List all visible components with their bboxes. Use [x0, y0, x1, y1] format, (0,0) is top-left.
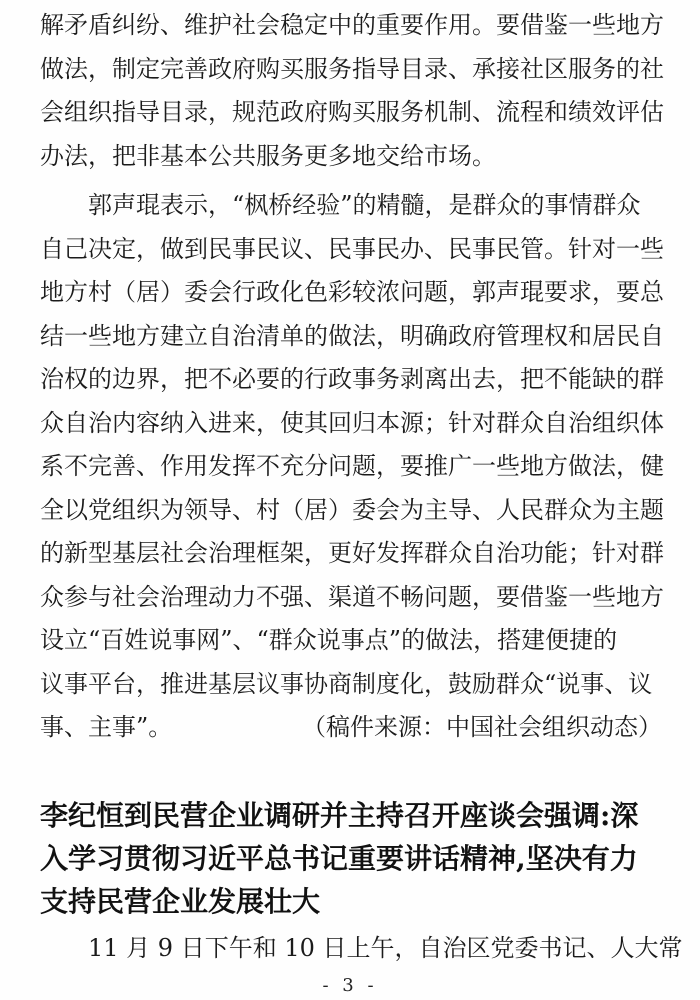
text-line: 解矛盾纠纷、维护社会稳定中的重要作用。要借鉴一些地方 — [40, 11, 664, 39]
text-line: 会组织指导目录，规范政府购买服务机制、流程和绩效评估 — [40, 98, 664, 126]
text-line: 做法，制定完善政府购买服务指导目录、承接社区服务的社 — [40, 54, 664, 83]
text-line: 系不完善、作用发挥不充分问题，要推广一些地方做法，健 — [40, 452, 664, 480]
text-line: 众自治内容纳入进来，使其回归本源；针对群众自治组织体 — [40, 408, 664, 437]
text-line: 众参与社会治理动力不强、渠道不畅问题，要借鉴一些地方 — [40, 582, 664, 611]
text-line: 结一些地方建立自治清单的做法，明确政府管理权和居民自 — [40, 321, 664, 350]
text-column — [40, 4, 683, 970]
last-line-text: 事、主事”。 — [40, 713, 173, 741]
text-line: 11 月 9 日下午和 10 日上午，自治区党委书记、人大常 — [40, 933, 683, 962]
paragraph-li-jiheng — [40, 927, 683, 971]
title-line: 入学习贯彻习近平总书记重要讲话精神,坚决有力 — [40, 841, 638, 875]
text-line: 议事平台，推进基层议事协商制度化，鼓励群众“说事、议 — [40, 669, 653, 698]
text-line: 地方村（居）委会行政化色彩较浓问题，郭声琨要求，要总 — [40, 278, 664, 306]
article-title — [40, 794, 662, 923]
paragraph-guo-shengkun — [40, 184, 662, 706]
text-line: 自己决定，做到民事民议、民事民办、民事民管。针对一些 — [40, 234, 664, 263]
text-line: 治权的边界，把不必要的行政事务剥离出去，把不能缺的群 — [40, 365, 664, 393]
text-line: 的新型基层社会治理框架，更好发挥群众自治功能；针对群 — [40, 539, 664, 567]
source-attribution: （稿件来源：中国社会组织动态） — [302, 713, 662, 741]
paragraph-continued-from-previous-page — [40, 4, 662, 178]
text-line: 全以党组织为领导、村（居）委会为主导、人民群众为主题 — [40, 495, 664, 524]
title-line: 支持民营企业发展壮大 — [40, 884, 321, 918]
paragraph-last-line — [40, 706, 662, 750]
page-number: - 3 - — [322, 975, 378, 996]
title-line: 李纪恒到民营企业调研并主持召开座谈会强调:深 — [40, 798, 639, 832]
text-line: 郭声琨表示，“枫桥经验”的精髓，是群众的事情群众 — [40, 191, 641, 219]
text-line: 设立“百姓说事网”、“群众说事点”的做法，搭建便捷的 — [40, 626, 618, 654]
text-line: 办法，把非基本公共服务更多地交给市场。 — [40, 141, 496, 170]
